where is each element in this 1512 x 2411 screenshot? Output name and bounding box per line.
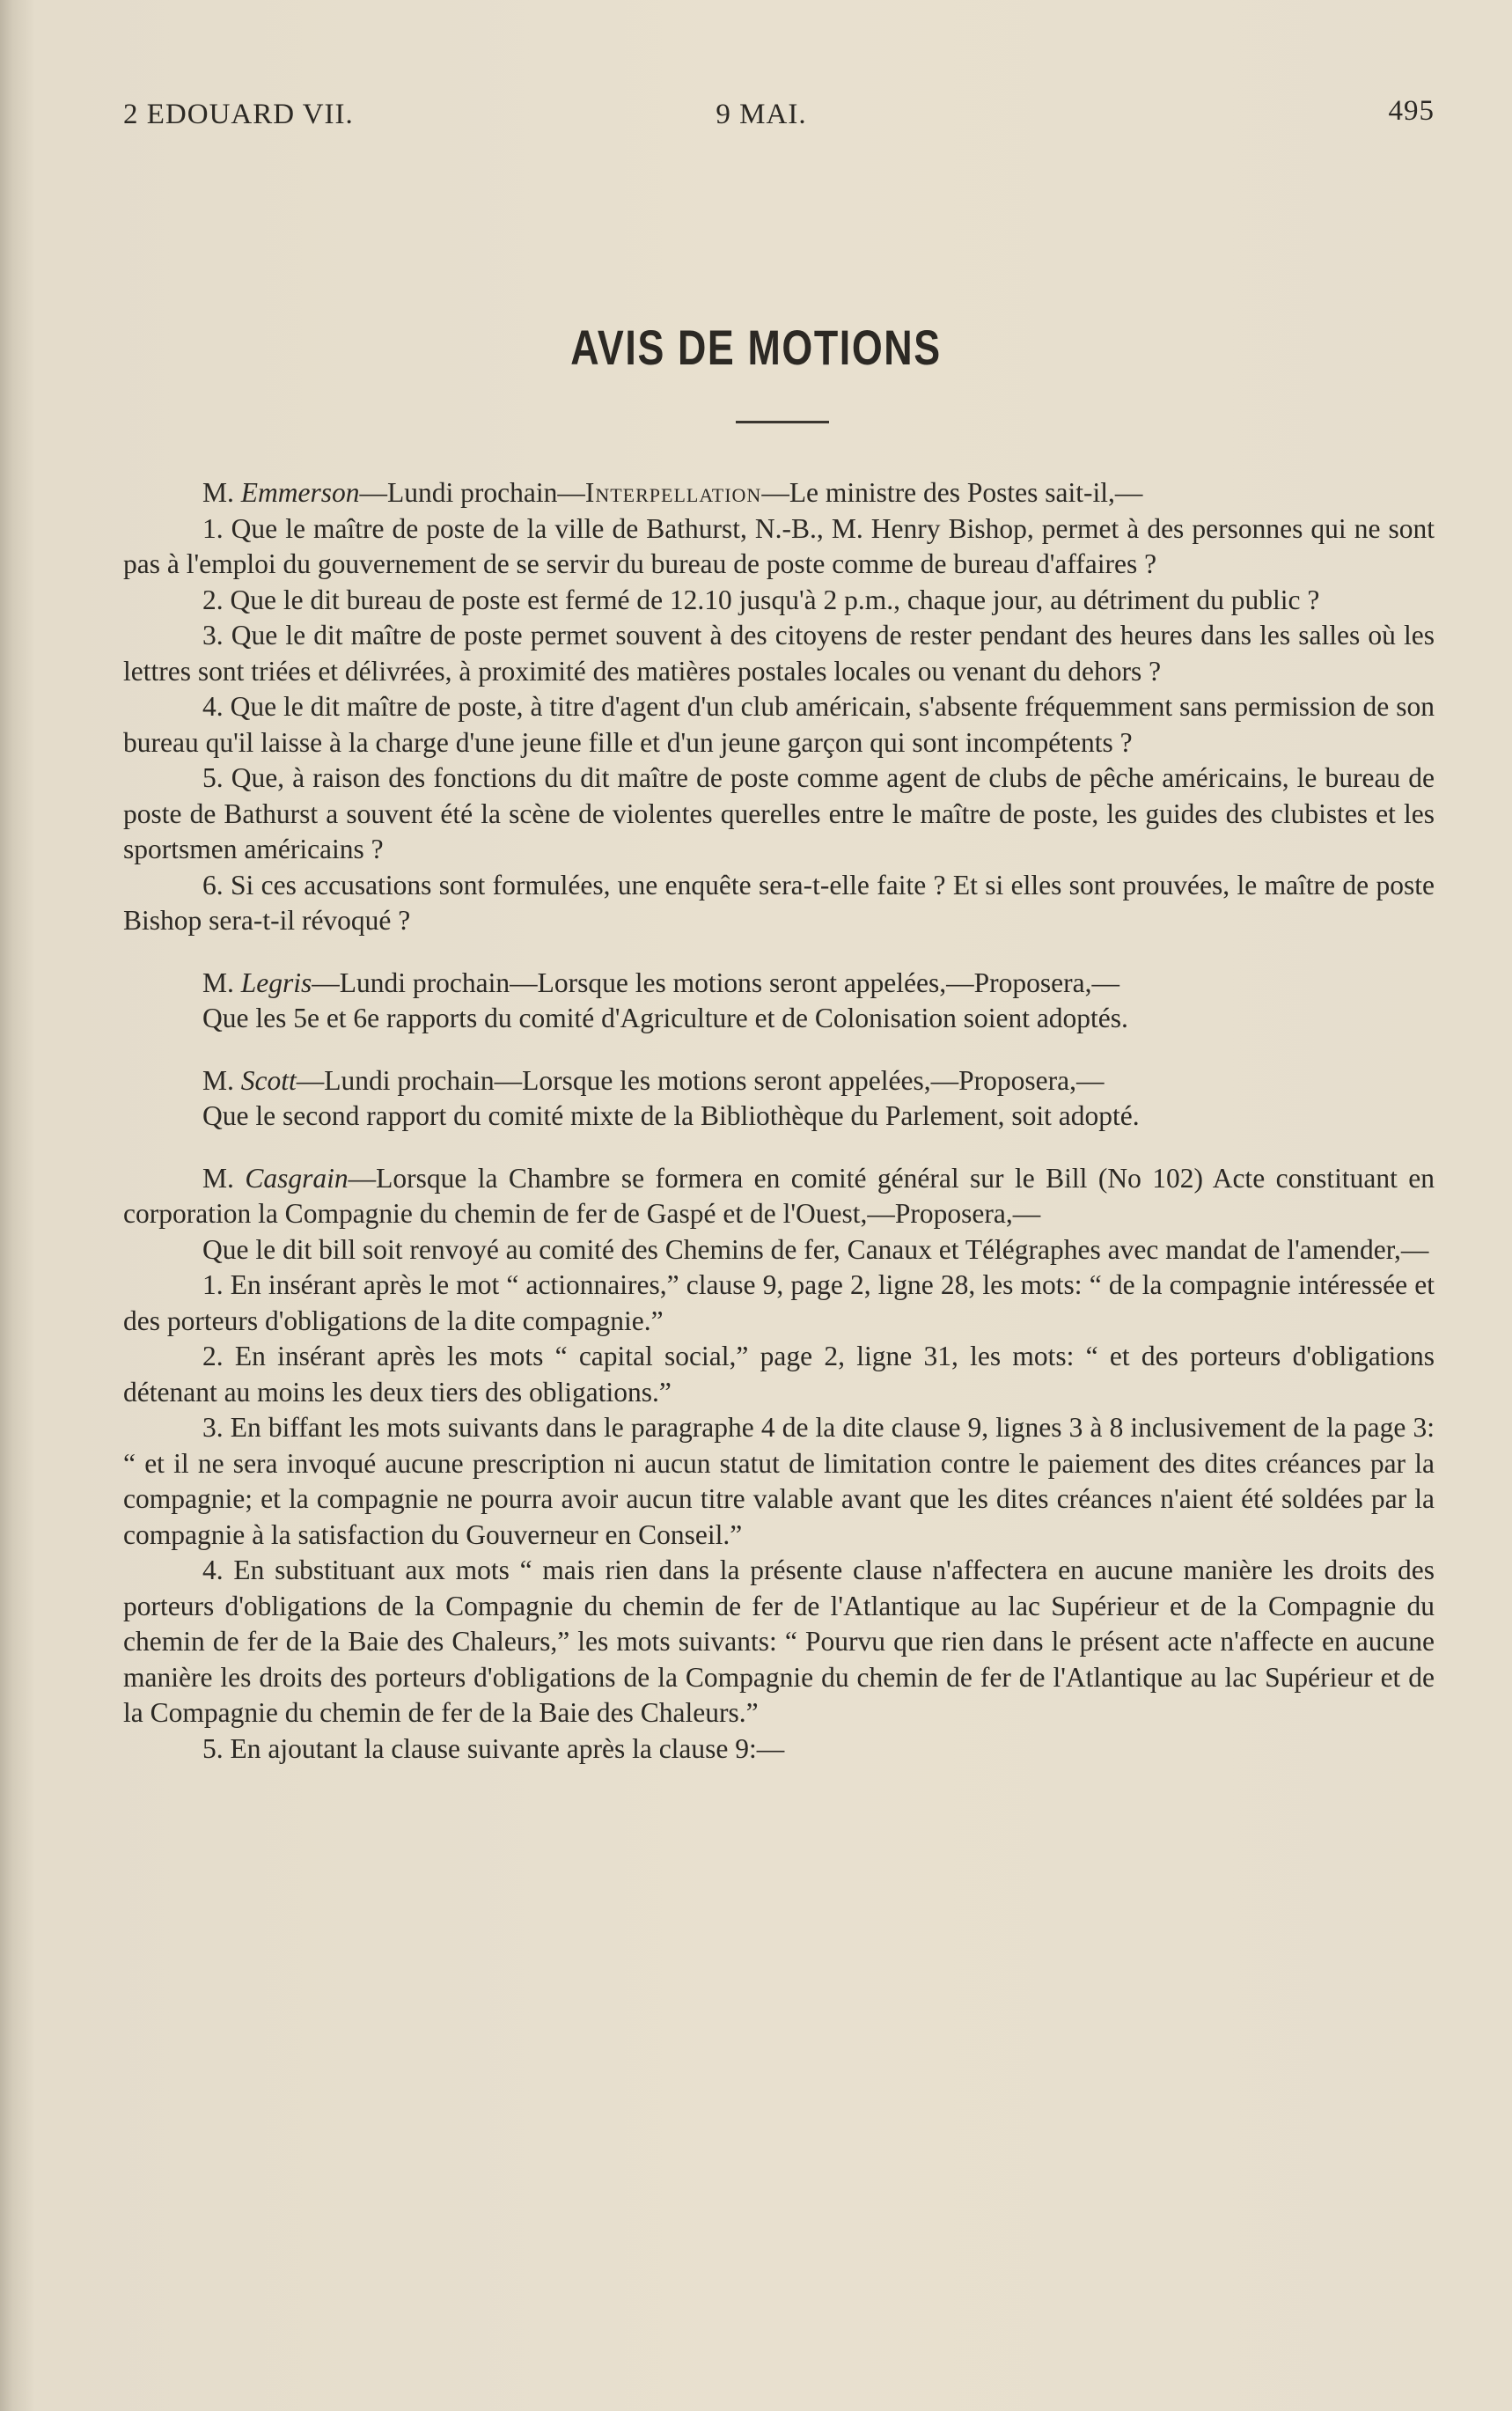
page-title: AVIS DE MOTIONS xyxy=(570,320,942,375)
member-name: Scott xyxy=(240,1064,297,1096)
header-session: 2 EDOUARD VII. xyxy=(123,99,354,130)
motion-text: Que le dit bill soit renvoyé au comité des Chemins de fer, Canaux et Télégraphes avec mandat de l'amender,— xyxy=(202,1233,1429,1265)
member-name: Emmerson xyxy=(240,477,360,508)
page-number: 495 xyxy=(1388,95,1435,127)
motion-text: Que le second rapport du comité mixte de la Bibliothèque du Parlement, soit adopté. xyxy=(202,1100,1140,1131)
running-header xyxy=(123,95,1435,143)
motion-item: 6. Si ces accusations sont formulées, une enquête sera-t-elle faite ? Et si elles sont prouvées, le maître de poste Bishop sera-t-il révoqué ? xyxy=(123,869,1435,936)
amendment-item: 3. En biffant les mots suivants dans le paragraphe 4 de la dite clause 9, lignes 3 à 8 inclusivement de la page 3: “ et il ne sera invoqué aucune prescription ni aucun statut de limitation contre le paiement des dites créances par la compagnie; et la compagnie ne pourra avoir aucun titre valable avant que les dites créances n'aient été soldées par la compagnie à la satisfaction du Gouverneur en Conseil.” xyxy=(123,1412,1435,1550)
motion-legris-heading: M. Legris—Lundi prochain—Lorsque les motions seront appelées,—Proposera,— xyxy=(202,967,1119,998)
title-divider xyxy=(736,421,829,423)
interpellation-label: Interpellation xyxy=(584,477,762,508)
motion-item: 3. Que le dit maître de poste permet souvent à des citoyens de rester pendant des heures dans les salles où les lettres sont triées et délivrées, à proximité des matières postales locales ou venant du dehors ? xyxy=(123,620,1435,687)
amendment-item: 5. En ajoutant la clause suivante après la clause 9:— xyxy=(202,1732,785,1764)
motions-body xyxy=(123,475,1435,1767)
amendment-item: 4. En substituant aux mots “ mais rien dans la présente clause n'affectera en aucune manière les droits des porteurs d'obligations de la Compagnie du chemin de fer de l'Atlantique au lac Supérieur et de la Compagnie du chemin de fer de la Baie des Chaleurs,” les mots suivants: “ Pourvu que rien dans le présent acte n'affecte en aucune manière les droits des porteurs d'obligations de la Compagnie du chemin de fer de l'Atlantique au lac Supérieur et de la Compagnie du chemin de fer de la Baie des Chaleurs.” xyxy=(123,1555,1435,1728)
motion-text: Que les 5e et 6e rapports du comité d'Agriculture et de Colonisation soient adoptés. xyxy=(202,1003,1128,1033)
member-name: Casgrain xyxy=(245,1162,349,1194)
motion-item: 1. Que le maître de poste de la ville de Bathurst, N.-B., M. Henry Bishop, permet à des personnes qui ne sont pas à l'emploi du gouvernement de se servir du bureau de poste comme de bureau d'affaires ? xyxy=(123,512,1435,579)
member-name: Legris xyxy=(240,967,312,998)
amendment-item: 1. En insérant après le mot “ actionnaires,” clause 9, page 2, ligne 28, les mots: “ de la compagnie intéressée et des porteurs d'obligations de la dite compagnie.” xyxy=(123,1269,1435,1336)
amendment-item: 2. En insérant après les mots “ capital social,” page 2, ligne 31, les mots: “ et des porteurs d'obligations détenant au moins les deux tiers des obligations.” xyxy=(123,1341,1435,1408)
header-date: 9 MAI. xyxy=(716,99,807,130)
motion-casgrain-heading: M. Casgrain—Lorsque la Chambre se formera en comité général sur le Bill (No 102) Acte constituant en corporation la Compagnie du chemin de fer de Gaspé et de l'Ouest,—Proposera,— xyxy=(123,1162,1435,1229)
motion-item: 2. Que le dit bureau de poste est fermé de 12.10 jusqu'à 2 p.m., chaque jour, au détriment du public ? xyxy=(202,584,1320,615)
motion-item: 4. Que le dit maître de poste, à titre d'agent d'un club américain, s'absente fréquemment sans permission de son bureau qu'il laisse à la charge d'une jeune fille et d'un jeune garçon qui sont incompétents ? xyxy=(123,691,1435,758)
motion-item: 5. Que, à raison des fonctions du dit maître de poste comme agent de clubs de pêche américains, le bureau de poste de Bathurst a souvent été la scène de violentes querelles entre le maître de poste, les guides des clubistes et les sportsmen américains ? xyxy=(123,762,1435,864)
motion-emmerson-heading: M. Emmerson—Lundi prochain—Interpellation—Le ministre des Postes sait-il,— xyxy=(202,477,1143,508)
motion-scott-heading: M. Scott—Lundi prochain—Lorsque les motions seront appelées,—Proposera,— xyxy=(202,1064,1105,1096)
